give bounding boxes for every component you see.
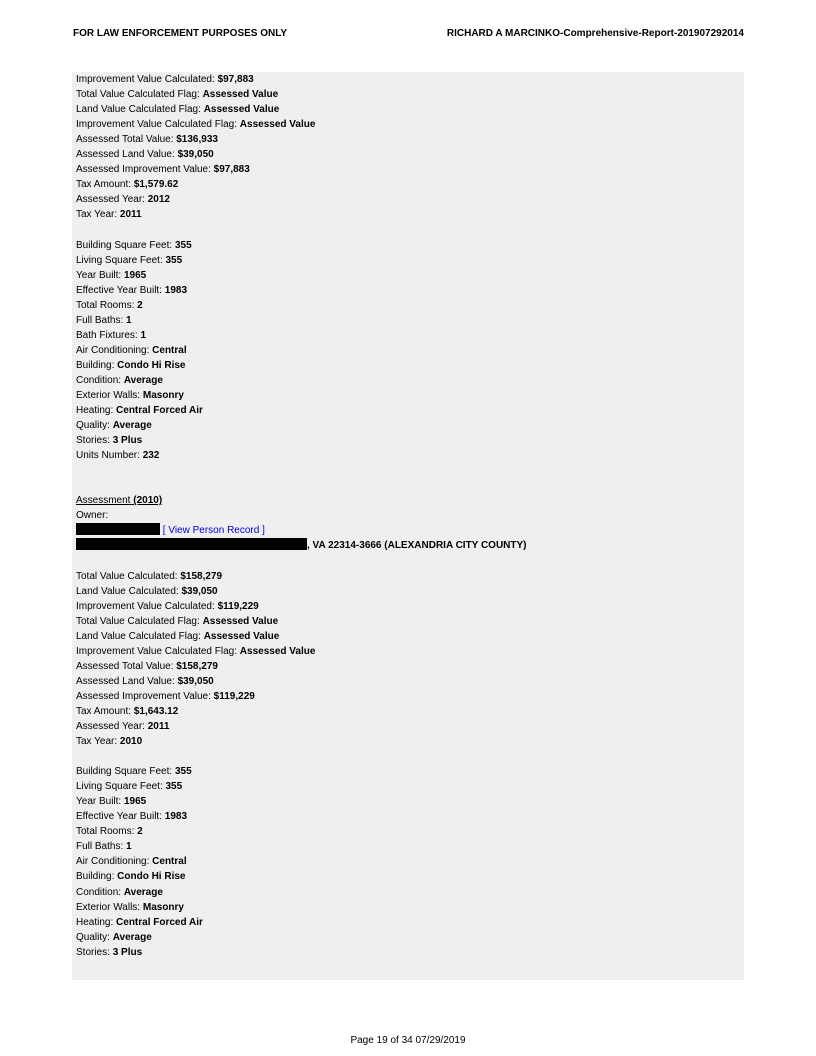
- field-label: Tax Amount:: [76, 179, 134, 191]
- field-value: 355: [174, 766, 192, 778]
- field-value: $39,050: [181, 585, 218, 597]
- field-label: Land Value Calculated Flag:: [76, 630, 204, 642]
- field-value: $39,050: [177, 149, 214, 161]
- field-row: [76, 102, 736, 117]
- field-value: Average: [112, 931, 152, 943]
- field-value: 2011: [147, 721, 170, 733]
- assessment-values-2011: [76, 72, 736, 222]
- field-row: [76, 268, 736, 283]
- field-value: 2010: [119, 736, 143, 748]
- field-row: [76, 569, 736, 584]
- field-row: [76, 418, 736, 433]
- field-row: [76, 869, 736, 884]
- assessment-title: Assessment: [76, 495, 131, 507]
- field-label: Building Square Feet:: [76, 239, 175, 251]
- redacted-street-address: [76, 538, 307, 550]
- field-row: [76, 147, 736, 162]
- field-value: 1: [140, 329, 147, 341]
- assessment-heading: [76, 493, 736, 508]
- field-value: Condo Hi Rise: [117, 359, 186, 371]
- field-row: [76, 343, 736, 358]
- field-label: Condition:: [76, 886, 124, 898]
- field-label: Assessed Total Value:: [76, 134, 177, 146]
- field-label: Full Baths:: [76, 841, 127, 853]
- field-row: [76, 915, 736, 930]
- field-row: [76, 373, 736, 388]
- field-value: Assessed Value: [239, 119, 316, 131]
- field-row: [76, 809, 736, 824]
- field-value: 355: [165, 254, 183, 266]
- field-row: [76, 794, 736, 809]
- field-label: Heating:: [76, 916, 117, 928]
- field-label: Exterior Walls:: [76, 389, 143, 401]
- field-value: 2: [137, 299, 143, 311]
- field-value: Assessed Value: [239, 645, 316, 657]
- field-row: [76, 328, 736, 343]
- field-value: $136,933: [176, 134, 218, 146]
- field-label: Units Number:: [76, 450, 143, 462]
- field-label: Total Rooms:: [76, 826, 138, 838]
- building-details-2010: [76, 764, 736, 960]
- field-row: [76, 177, 736, 192]
- field-label: Year Built:: [76, 796, 124, 808]
- field-value: Masonry: [142, 901, 184, 913]
- owner-address-row: [76, 538, 736, 553]
- report-title-header: RICHARD A MARCINKO-Comprehensive-Report-201907292014: [446, 28, 744, 39]
- field-row: [76, 719, 736, 734]
- field-row: [76, 358, 736, 373]
- field-row: [76, 900, 736, 915]
- field-row: [76, 599, 736, 614]
- field-value: Central: [152, 344, 187, 356]
- field-label: Air Conditioning:: [76, 344, 153, 356]
- field-value: Masonry: [142, 389, 184, 401]
- field-row: [76, 207, 736, 222]
- field-label: Quality:: [76, 420, 113, 432]
- building-details-2011: [76, 238, 736, 464]
- field-row: [76, 448, 736, 463]
- field-label: Assessed Land Value:: [76, 675, 178, 687]
- field-row: [76, 885, 736, 900]
- field-row: [76, 584, 736, 599]
- field-label: Living Square Feet:: [76, 254, 166, 266]
- field-label: Building:: [76, 359, 118, 371]
- field-label: Tax Year:: [76, 736, 120, 748]
- field-label: Building Square Feet:: [76, 766, 175, 778]
- field-label: Effective Year Built:: [76, 811, 165, 823]
- field-row: [76, 117, 736, 132]
- field-label: Assessed Land Value:: [76, 149, 178, 161]
- field-value: Average: [112, 420, 152, 432]
- field-row: [76, 689, 736, 704]
- field-value: Average: [123, 886, 163, 898]
- record-content: [76, 72, 736, 960]
- field-label: Tax Year:: [76, 209, 120, 221]
- field-row: [76, 674, 736, 689]
- field-row: [76, 192, 736, 207]
- field-row: [76, 764, 736, 779]
- field-value: Assessed Value: [202, 89, 279, 101]
- field-row: [76, 72, 736, 87]
- field-label: Heating:: [76, 405, 117, 417]
- field-value: 1983: [164, 284, 188, 296]
- field-value: Assessed Value: [202, 615, 279, 627]
- field-value: $158,279: [180, 570, 223, 582]
- field-value: 1965: [124, 269, 147, 281]
- field-label: Condition:: [76, 374, 124, 386]
- field-value: $97,883: [217, 74, 254, 85]
- report-classification-header: FOR LAW ENFORCEMENT PURPOSES ONLY: [73, 28, 288, 39]
- field-label: Total Rooms:: [76, 299, 138, 311]
- field-value: 3 Plus: [112, 946, 143, 958]
- field-label: Full Baths:: [76, 314, 127, 326]
- owner-address-suffix: , VA 22314-3666 (ALEXANDRIA CITY COUNTY): [307, 540, 527, 552]
- field-row: [76, 839, 736, 854]
- field-row: [76, 253, 736, 268]
- field-label: Stories:: [76, 435, 113, 447]
- field-value: Assessed Value: [203, 104, 280, 116]
- field-value: 1: [126, 314, 132, 326]
- field-label: Improvement Value Calculated Flag:: [76, 645, 240, 657]
- assessment-values-2010: [76, 569, 736, 750]
- field-value: Central: [152, 856, 187, 868]
- field-value: 2012: [147, 194, 170, 206]
- field-row: [76, 854, 736, 869]
- field-row: [76, 629, 736, 644]
- field-value: 2: [137, 826, 143, 838]
- field-label: Total Value Calculated:: [76, 570, 181, 582]
- field-label: Improvement Value Calculated:: [76, 74, 218, 85]
- field-value: 355: [174, 239, 192, 251]
- field-row: [76, 945, 736, 960]
- redacted-owner-name: [76, 523, 160, 535]
- field-label: Effective Year Built:: [76, 284, 165, 296]
- field-label: Quality:: [76, 931, 113, 943]
- field-row: [76, 238, 736, 253]
- field-value: $158,279: [176, 660, 218, 672]
- field-label: Land Value Calculated Flag:: [76, 104, 204, 116]
- field-value: $1,643.12: [133, 705, 179, 717]
- field-value: 2011: [119, 209, 142, 221]
- field-row: [76, 644, 736, 659]
- field-label: Air Conditioning:: [76, 856, 153, 868]
- field-label: Exterior Walls:: [76, 901, 143, 913]
- field-value: Assessed Value: [203, 630, 280, 642]
- field-label: Living Square Feet:: [76, 781, 166, 793]
- field-value: 1965: [124, 796, 147, 808]
- field-row: [76, 87, 736, 102]
- field-label: Assessed Year:: [76, 721, 148, 733]
- field-row: [76, 704, 736, 719]
- field-label: Assessed Improvement Value:: [76, 164, 214, 176]
- field-value: Central Forced Air: [116, 916, 203, 928]
- field-label: Total Value Calculated Flag:: [76, 615, 203, 627]
- field-value: $119,229: [217, 600, 259, 612]
- field-value: 3 Plus: [112, 435, 143, 447]
- field-value: $1,579.62: [133, 179, 179, 191]
- field-value: $39,050: [177, 675, 214, 687]
- field-label: Assessed Improvement Value:: [76, 690, 214, 702]
- field-row: [76, 433, 736, 448]
- field-label: Land Value Calculated:: [76, 585, 182, 597]
- field-label: Year Built:: [76, 269, 124, 281]
- field-row: [76, 403, 736, 418]
- field-value: $119,229: [213, 690, 255, 702]
- field-row: [76, 313, 736, 328]
- field-label: Improvement Value Calculated:: [76, 600, 218, 612]
- field-label: Improvement Value Calculated Flag:: [76, 119, 240, 131]
- field-row: [76, 283, 736, 298]
- field-row: [76, 659, 736, 674]
- field-row: [76, 824, 736, 839]
- field-value: 1983: [164, 811, 188, 823]
- field-label: Tax Amount:: [76, 705, 134, 717]
- field-row: [76, 162, 736, 177]
- field-row: [76, 298, 736, 313]
- field-label: Stories:: [76, 946, 113, 958]
- field-label: Assessed Total Value:: [76, 660, 177, 672]
- field-row: [76, 779, 736, 794]
- field-value: Average: [123, 374, 163, 386]
- field-label: Building:: [76, 871, 118, 883]
- field-row: [76, 930, 736, 945]
- owner-name-row: [76, 523, 736, 538]
- field-value: 232: [142, 450, 160, 462]
- field-row: [76, 388, 736, 403]
- field-label: Assessed Year:: [76, 194, 148, 206]
- field-label: Total Value Calculated Flag:: [76, 89, 203, 101]
- assessment-year: (2010): [130, 495, 163, 507]
- view-person-record-link[interactable]: [ View Person Record ]: [162, 525, 265, 537]
- owner-label: Owner:: [76, 510, 109, 522]
- field-value: 1: [126, 841, 132, 853]
- field-value: Central Forced Air: [116, 405, 203, 417]
- field-value: 355: [165, 781, 183, 793]
- field-label: Bath Fixtures:: [76, 329, 141, 341]
- field-value: Condo Hi Rise: [117, 871, 186, 883]
- field-row: [76, 614, 736, 629]
- page-footer: Page 19 of 34 07/29/2019: [350, 1035, 466, 1046]
- field-value: $97,883: [213, 164, 250, 176]
- field-row: [76, 734, 736, 749]
- field-row: [76, 132, 736, 147]
